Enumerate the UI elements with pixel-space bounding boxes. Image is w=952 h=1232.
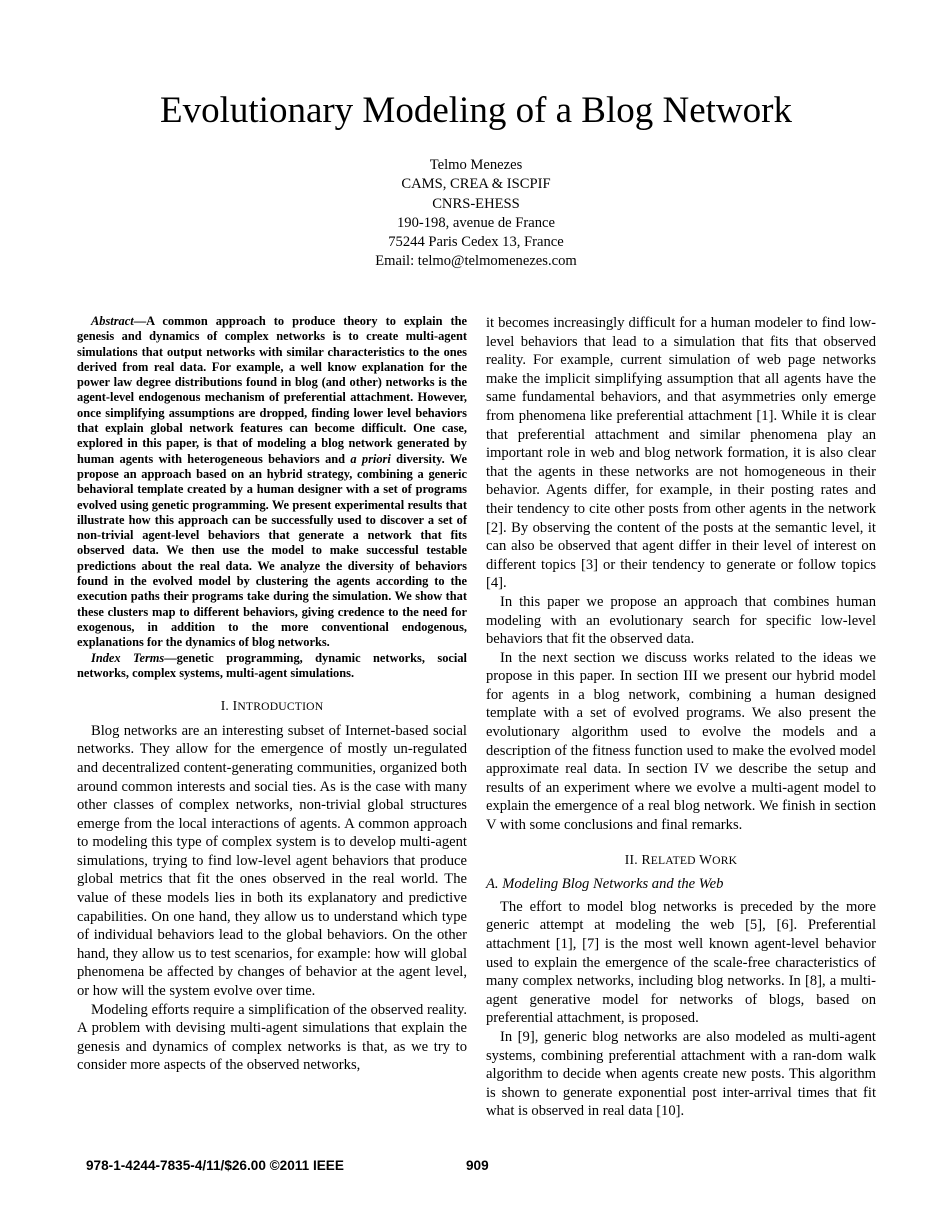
- abstract: [77, 314, 467, 681]
- paper-title: Evolutionary Modeling of a Blog Network: [160, 90, 792, 131]
- section-numeral: I.: [220, 698, 230, 714]
- affiliation-line: 190-198, avenue de France: [396, 214, 556, 231]
- affiliation-line: CNRS-EHESS: [432, 195, 520, 212]
- intro-paragraph-2-continued: it becomes increasingly difficult for a human modeler to find low-level behaviors that lead to a simulation that fits that observed reality. For example, current simulation of web page networks make the implicit simplifying assumption that all agents have the same fundamental behaviors, and that asymmetries only emerge from phenomena like preferential attachment [1]. While it is clear that preferential attachment and similar phenomena play an important role in web and blog network formation, it is also clear that the agents in these networks are not homogeneous in their behavior. Agents differ, for example, in their posting rates and their tendency to cite other posts from other agents in the network [2]. By observing the content of the posts at the semantic level, it can also be observed that agent differ in their level of interest on different topics [3] or their tendency to generate or follow topics [4].: [486, 315, 876, 592]
- abstract-text-1: —A common approach to produce theory to explain the genesis and dynamics of complex networks is to create multi-agent simulations that output networks with similar characteristics to the ones derived from real data. For example, a well know explanation for the power law degree distributions found in blog (and other) networks is the agent-level endogenous mechanism of preferential attachment. However, once simplifying assumptions are dropped, finding lower level behaviors that explain global network features can become difficult. One case, explored in this paper, is that of modeling a blog network generated by human agents with heterogeneous behaviors and: [77, 314, 467, 466]
- abstract-text-2: diversity. We propose an approach based on an hybrid strategy, combining a generic behavioral template created by a human designer with a set of programs evolved using genetic programming. We present experimental results that illustrate how this approach can be successfully used to discover a set of non-trivial agent-level behaviors that generate a network that fits observed data. We then use the model to make successful testable predictions about the real data. We analyze the diversity of behaviors found in the evolved model by clustering the agents according to the execution paths their programs take during the simulation. We show that these clusters map to different behaviors, giving credence to the need for exogenous, in addition to the more conventional endogenous, explanations for the dynamics of blog networks.: [77, 451, 467, 650]
- page-number: 909: [466, 1158, 489, 1173]
- related-paragraph-1: The effort to model blog networks is preceded by the more generic attempt at modeling the web [5], [6]. Preferential attachment [1], [7] is the most well known agent-level behavior used to explain the emergence of the scale-free characteristics of many complex networks, including blog networks. In [8], a multi-agent generative model for networks of blogs, based on preferential attachment, is proposed.: [486, 898, 876, 1027]
- right-column: [486, 314, 876, 1121]
- subsection-heading: A. Modeling Blog Networks and the Web: [486, 876, 724, 893]
- section-numeral: II.: [624, 851, 638, 867]
- section-title-initial: I: [232, 698, 238, 714]
- index-terms-label: Index Terms: [91, 650, 165, 665]
- index-terms: [77, 651, 467, 682]
- related-paragraph-2: In [9], generic blog networks are also modeled as multi-agent systems, combining preferential attachment with a ran-dom walk algorithm to decide when agents create new posts. This algorithm is shown to generate exponential post inter-arrival times that fit what is observed in real data [10].: [486, 1028, 876, 1120]
- section-heading-introduction: [77, 697, 467, 717]
- author-email: Email: telmo@telmomenezes.com: [375, 253, 577, 270]
- affiliation-line: 75244 Paris Cedex 13, France: [388, 234, 564, 251]
- abstract-label: Abstract: [91, 314, 134, 328]
- index-terms-text: —genetic programming, dynamic networks, social networks, complex systems, multi-agent simulations.: [77, 650, 467, 680]
- section-title-initial: R: [641, 851, 651, 867]
- abstract-italic-phrase: a priori: [350, 451, 391, 466]
- section-title-rest: NTRODUCTION: [237, 700, 324, 714]
- section-title-initial: W: [699, 851, 713, 867]
- left-column: [77, 314, 467, 1075]
- section-title-rest: ORK: [712, 853, 738, 867]
- author-name: Telmo Menezes: [429, 157, 523, 173]
- abstract-paragraph: [77, 314, 467, 651]
- author-block: [0, 156, 952, 272]
- intro-paragraph-4: In the next section we discuss works related to the ideas we propose in this paper. In section III we present our hybrid model for agents in a blog network, combining a human designed template with a set of evolved programs. We also present the evolutionary algorithm used to evolve the models and a description of the fitness function used to make the evolved model approximate real data. In section IV we describe the setup and results of an experiment where we evolve a multi-agent model to explain the emergence of a real blog network. We finish in section V with some conclusions and final remarks.: [486, 649, 876, 834]
- copyright-footer: 978-1-4244-7835-4/11/$26.00 ©2011 IEEE: [86, 1158, 344, 1173]
- section-heading-related-work: [486, 851, 876, 871]
- affiliation-line: CAMS, CREA & ISCPIF: [401, 176, 551, 193]
- intro-paragraph-3: In this paper we propose an approach that combines human modeling with an evolutionary search for specific low-level behaviors that fit the observed data.: [486, 593, 876, 648]
- section-title-rest: ELATED: [650, 853, 696, 867]
- intro-paragraph-1: Blog networks are an interesting subset of Internet-based social networks. They allow for the emergence of mostly un-regulated and decentralized content-generating communities, organized both around common interests and social ties. As is the case with many other classes of complex networks, non-trivial global structures emerge from the local interactions of agents. A common approach to modeling this type of complex system is to develop multi-agent simulations, trying to find low-level agent behaviors that produce global metrics that fit the ones observed in the real world. The value of these models lies in both its explanatory and predictive capabilities. On one hand, they allow us to understand which type of individual behaviors lead to the global behaviors. On the other hand, they allow us to test scenarios, for example: how will global phenomena be affected by changes of behavior at the agent level, or how will the system evolve over time.: [77, 722, 467, 1000]
- intro-paragraph-2: Modeling efforts require a simplification of the observed reality. A problem with devising multi-agent simulations that explain the genesis and dynamics of complex networks is that, as we try to consider more aspects of the observed networks,: [77, 1001, 467, 1074]
